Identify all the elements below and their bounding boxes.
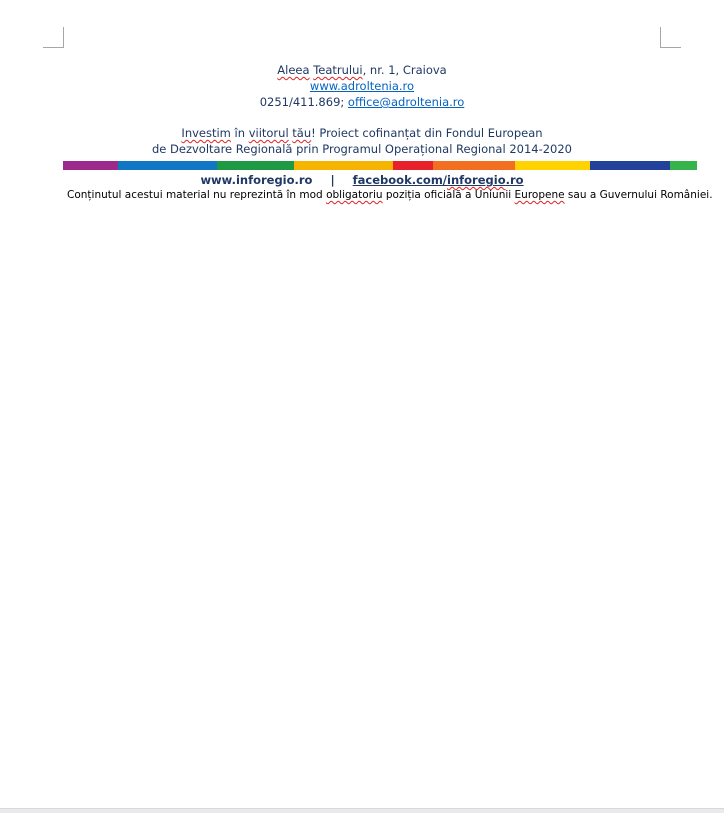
facebook-prefix: facebook.com/ <box>352 173 448 187</box>
stripe-segment-navy <box>590 161 670 170</box>
address-rest: , nr. 1, Craiova <box>362 63 447 77</box>
stripe-segment-lightgreen <box>670 161 697 170</box>
contact-line <box>0 95 724 109</box>
stripe-segment-red <box>393 161 433 170</box>
investment-line <box>0 126 724 140</box>
disclaimer-part-2: poziția oficială a Uniunii <box>382 189 515 201</box>
color-stripe <box>63 161 697 170</box>
address-line <box>0 63 724 77</box>
website-link[interactable]: www.adroltenia.ro <box>309 79 415 93</box>
crop-mark-top-right <box>660 27 681 48</box>
page-bottom-edge <box>0 808 724 813</box>
stripe-segment-purple <box>63 161 118 170</box>
disclaimer-word-obligatoriu: obligatoriu <box>326 189 383 201</box>
website-line <box>0 79 724 93</box>
disclaimer-part-3: sau a Guvernului României. <box>564 189 713 201</box>
crop-mark-top-left <box>43 27 64 48</box>
facebook-suffix: .ro <box>505 173 524 187</box>
stripe-segment-amber <box>294 161 393 170</box>
disclaimer-part-1: Conținutul acestui material nu reprezintă în mod <box>67 189 327 201</box>
stripe-segment-yellow <box>515 161 590 170</box>
facebook-link[interactable] <box>353 173 524 187</box>
program-line: de Dezvoltare Regională prin Programul Operațional Regional 2014-2020 <box>151 142 572 156</box>
stripe-segment-green <box>217 161 294 170</box>
invest-rest: ! Proiect cofinanțat din Fondul European <box>311 126 543 140</box>
invest-word-investim: Investim <box>181 126 231 140</box>
stripe-segment-blue <box>118 161 217 170</box>
invest-word-in: în <box>230 126 249 140</box>
inforegio-link[interactable]: www.inforegio.ro <box>200 173 313 187</box>
facebook-handle: inforegio <box>447 173 506 187</box>
invest-word-tau: tău <box>292 126 312 140</box>
links-separator: | <box>330 173 335 187</box>
links-row <box>0 173 724 187</box>
address-word-teatrului: Teatrului <box>313 63 363 77</box>
address-word-aleea: Aleea <box>277 63 310 77</box>
invest-word-viitorul: viitorul <box>248 126 289 140</box>
disclaimer-word-europene: Europene <box>514 189 565 201</box>
email-link[interactable]: office@adroltenia.ro <box>347 95 465 109</box>
disclaimer-text <box>67 189 713 202</box>
stripe-segment-orange <box>433 161 515 170</box>
phone-text: 0251/411.869; <box>259 95 348 109</box>
